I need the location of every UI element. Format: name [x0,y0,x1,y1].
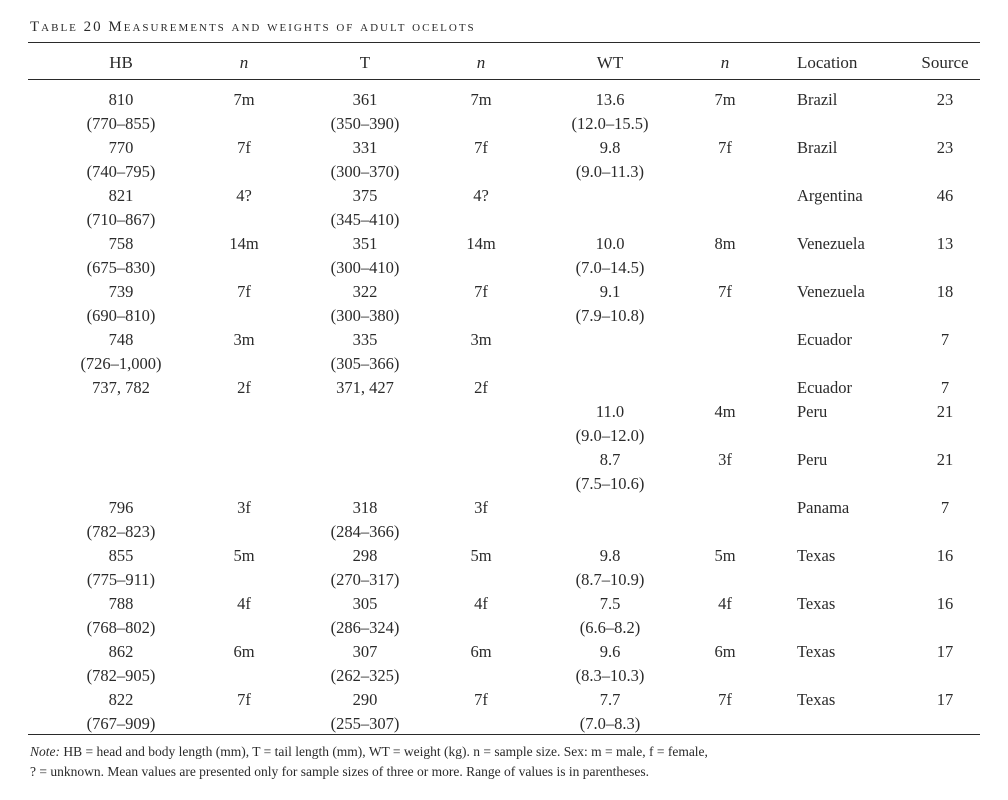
table-row [0,88,1008,136]
table-row [0,496,1008,544]
cell-n-wt: 8m [714,234,736,253]
table-row [0,688,1008,736]
cell-n-wt: 6m [714,642,736,661]
cell-t-range: (255–307) [330,714,400,733]
cell-n-wt: 4f [718,594,732,613]
cell-source: 21 [936,402,954,421]
cell-t-mean: 305 [352,594,378,613]
cell-t [300,136,430,184]
cell-n-wt: 3f [718,450,732,469]
cell-wt-mean [545,496,675,520]
cell-hb [56,688,186,736]
cell-hb-mean: 822 [108,690,134,709]
cell-wt-range [545,520,675,544]
cell-t-range: (350–390) [330,114,400,133]
cell-wt [545,640,675,688]
cell-wt-range: (8.7–10.9) [575,570,645,589]
cell-wt [545,496,675,544]
cell-hb-mean: 770 [108,138,134,157]
cell-n-wt: 7f [718,282,732,301]
cell-t-mean: 290 [352,690,378,709]
cell-hb-mean: 737, 782 [92,378,150,397]
cell-wt-mean: 11.0 [595,402,625,421]
cell-source: 17 [936,690,954,709]
cell-hb-mean [56,400,186,424]
cell-t-mean: 351 [352,234,378,253]
cell-n-hb: 7f [237,690,251,709]
cell-wt [545,544,675,592]
cell-t-range: (270–317) [330,570,400,589]
cell-t [300,544,430,592]
cell-hb [56,544,186,592]
table-row [0,640,1008,688]
cell-t-range: (300–410) [330,258,400,277]
cell-n-wt: 5m [714,546,736,565]
cell-location: Texas [797,642,836,661]
cell-t-mean: 331 [352,138,378,157]
cell-t-mean: 371, 427 [336,378,394,397]
cell-source: 18 [936,282,954,301]
cell-n-wt: 7f [718,690,732,709]
cell-wt [545,88,675,136]
cell-wt [545,376,675,400]
cell-n-hb: 6m [233,642,255,661]
table-row [0,328,1008,376]
cell-wt-range: (8.3–10.3) [575,666,645,685]
cell-source: 7 [940,330,950,349]
cell-source: 7 [940,498,950,517]
cell-wt-range [545,208,675,232]
cell-t [300,88,430,136]
table-title: Table 20 Measurements and weights of adult ocelots [30,19,476,35]
cell-t-range [300,472,430,496]
cell-wt [545,232,675,280]
cell-hb-mean: 810 [108,90,134,109]
cell-n-t: 5m [470,546,492,565]
header-source: Source [921,53,969,72]
table-row [0,136,1008,184]
cell-wt [545,328,675,376]
cell-t [300,328,430,376]
cell-wt-mean: 9.8 [599,138,621,157]
table-body [0,88,1008,736]
cell-wt [545,280,675,328]
cell-source: 46 [936,186,954,205]
cell-hb [56,376,186,400]
cell-wt [545,448,675,496]
cell-location: Argentina [797,186,863,205]
cell-wt-range: (6.6–8.2) [579,618,641,637]
cell-hb-range: (767–909) [86,714,156,733]
cell-wt-mean: 9.6 [599,642,621,661]
table-row [0,376,1008,400]
cell-hb [56,88,186,136]
note-label: Note: [30,744,60,759]
cell-wt-range: (9.0–12.0) [575,426,645,445]
cell-source: 23 [936,138,954,157]
cell-n-wt: 7f [718,138,732,157]
cell-n-t: 7f [474,690,488,709]
cell-t [300,640,430,688]
cell-wt-range: (7.0–8.3) [579,714,641,733]
cell-n-t: 6m [470,642,492,661]
cell-wt [545,592,675,640]
cell-hb-mean: 796 [108,498,134,517]
cell-t-range: (345–410) [330,210,400,229]
cell-t [300,688,430,736]
cell-n-hb: 4? [236,186,252,205]
cell-n-t: 7f [474,282,488,301]
cell-hb-range: (675–830) [86,258,156,277]
cell-n-hb: 3m [233,330,255,349]
cell-location: Texas [797,690,836,709]
cell-location: Brazil [797,138,838,157]
cell-hb [56,280,186,328]
cell-hb [56,592,186,640]
cell-t-range: (284–366) [330,522,400,541]
cell-hb-mean: 788 [108,594,134,613]
cell-hb-range: (782–823) [86,522,156,541]
cell-hb-mean: 758 [108,234,134,253]
cell-n-hb: 7f [237,282,251,301]
cell-wt [545,184,675,232]
cell-hb [56,136,186,184]
cell-n-t: 4? [473,186,489,205]
cell-n-t: 7f [474,138,488,157]
cell-wt-range: (7.0–14.5) [575,258,645,277]
cell-wt-mean: 7.7 [599,690,621,709]
cell-t-range: (300–380) [330,306,400,325]
cell-hb-range: (740–795) [86,162,156,181]
cell-t-mean: 322 [352,282,378,301]
cell-wt [545,136,675,184]
cell-location: Venezuela [797,282,865,301]
header-wt: WT [596,53,624,72]
cell-t [300,232,430,280]
cell-t-mean: 318 [352,498,378,517]
table-row [0,448,1008,496]
table-row [0,232,1008,280]
cell-wt-mean [545,328,675,352]
cell-hb [56,640,186,688]
cell-t-range [300,424,430,448]
cell-wt-range: (9.0–11.3) [575,162,645,181]
cell-n-hb: 14m [229,234,259,253]
cell-wt-mean [545,184,675,208]
cell-location: Venezuela [797,234,865,253]
cell-wt-mean: 9.1 [599,282,621,301]
header-n-t: n [476,53,486,72]
note-line-1: HB = head and body length (mm), T = tail length (mm), WT = weight (kg). n = sample size. Sex: m = male, f = female, [63,744,708,759]
cell-location: Peru [797,402,828,421]
cell-n-hb: 3f [237,498,251,517]
cell-hb [56,448,186,496]
top-rule [28,42,980,43]
cell-t-mean: 298 [352,546,378,565]
cell-n-wt: 7m [714,90,736,109]
header-t: T [359,53,371,72]
table-note [30,742,980,782]
table-header [0,53,1008,75]
cell-wt-mean: 13.6 [595,90,625,109]
cell-wt-mean: 10.0 [595,234,625,253]
cell-source: 23 [936,90,954,109]
cell-hb-range: (770–855) [86,114,156,133]
cell-hb-range: (690–810) [86,306,156,325]
table-row [0,400,1008,448]
cell-n-hb: 7f [237,138,251,157]
cell-n-hb: 4f [237,594,251,613]
cell-t-range: (262–325) [330,666,400,685]
cell-wt-range: (12.0–15.5) [571,114,649,133]
cell-t [300,280,430,328]
cell-hb-range: (726–1,000) [80,354,162,373]
cell-t [300,376,430,400]
cell-n-t: 3f [474,498,488,517]
cell-hb-range: (710–867) [86,210,156,229]
cell-wt-range [545,352,675,376]
cell-wt-mean: 8.7 [599,450,621,469]
cell-t-mean [300,448,430,472]
cell-wt-range: (7.5–10.6) [575,474,645,493]
cell-hb [56,184,186,232]
header-hb: HB [109,53,133,72]
cell-hb-range [56,472,186,496]
cell-hb-mean: 739 [108,282,134,301]
cell-source: 16 [936,594,954,613]
cell-wt-mean [545,376,675,400]
cell-location: Ecuador [797,378,852,397]
cell-source: 13 [936,234,954,253]
cell-n-t: 4f [474,594,488,613]
cell-hb [56,496,186,544]
cell-wt [545,688,675,736]
cell-location: Peru [797,450,828,469]
cell-wt [545,400,675,448]
header-rule [28,79,980,80]
cell-hb-mean: 855 [108,546,134,565]
cell-n-hb: 7m [233,90,255,109]
table-row [0,592,1008,640]
table-row [0,184,1008,232]
cell-wt-mean: 9.8 [599,546,621,565]
cell-t-range: (286–324) [330,618,400,637]
cell-hb-range [56,424,186,448]
cell-t-mean: 361 [352,90,378,109]
table-row [0,280,1008,328]
cell-hb [56,232,186,280]
cell-hb-mean: 821 [108,186,134,205]
cell-n-wt: 4m [714,402,736,421]
cell-n-hb: 5m [233,546,255,565]
header-n-wt: n [720,53,730,72]
cell-t [300,400,430,448]
cell-location: Panama [797,498,850,517]
cell-hb [56,400,186,448]
cell-t-mean: 375 [352,186,378,205]
cell-location: Brazil [797,90,838,109]
table-row [0,544,1008,592]
cell-hb [56,328,186,376]
cell-hb-range: (768–802) [86,618,156,637]
cell-n-hb: 2f [237,378,251,397]
cell-hb-range: (782–905) [86,666,156,685]
cell-t-mean: 335 [352,330,378,349]
cell-n-t: 3m [470,330,492,349]
cell-hb-mean: 748 [108,330,134,349]
cell-hb-range: (775–911) [86,570,156,589]
cell-t [300,184,430,232]
note-line-2: ? = unknown. Mean values are presented only for sample sizes of three or more. Range of values is in parentheses. [30,764,650,779]
cell-source: 16 [936,546,954,565]
cell-n-t: 14m [466,234,496,253]
cell-t [300,592,430,640]
bottom-rule [28,734,980,735]
cell-source: 17 [936,642,954,661]
cell-t [300,496,430,544]
cell-hb-mean [56,448,186,472]
header-n-hb: n [239,53,249,72]
cell-t-range: (305–366) [330,354,400,373]
cell-location: Texas [797,546,836,565]
cell-t-range: (300–370) [330,162,400,181]
cell-t-mean [300,400,430,424]
cell-location: Texas [797,594,836,613]
header-location: Location [797,53,858,72]
cell-location: Ecuador [797,330,852,349]
cell-n-t: 7m [470,90,492,109]
cell-wt-mean: 7.5 [599,594,621,613]
cell-n-t: 2f [474,378,488,397]
cell-t-mean: 307 [352,642,378,661]
cell-source: 21 [936,450,954,469]
cell-source: 7 [940,378,950,397]
cell-hb-mean: 862 [108,642,134,661]
cell-wt-range: (7.9–10.8) [575,306,645,325]
cell-t [300,448,430,496]
